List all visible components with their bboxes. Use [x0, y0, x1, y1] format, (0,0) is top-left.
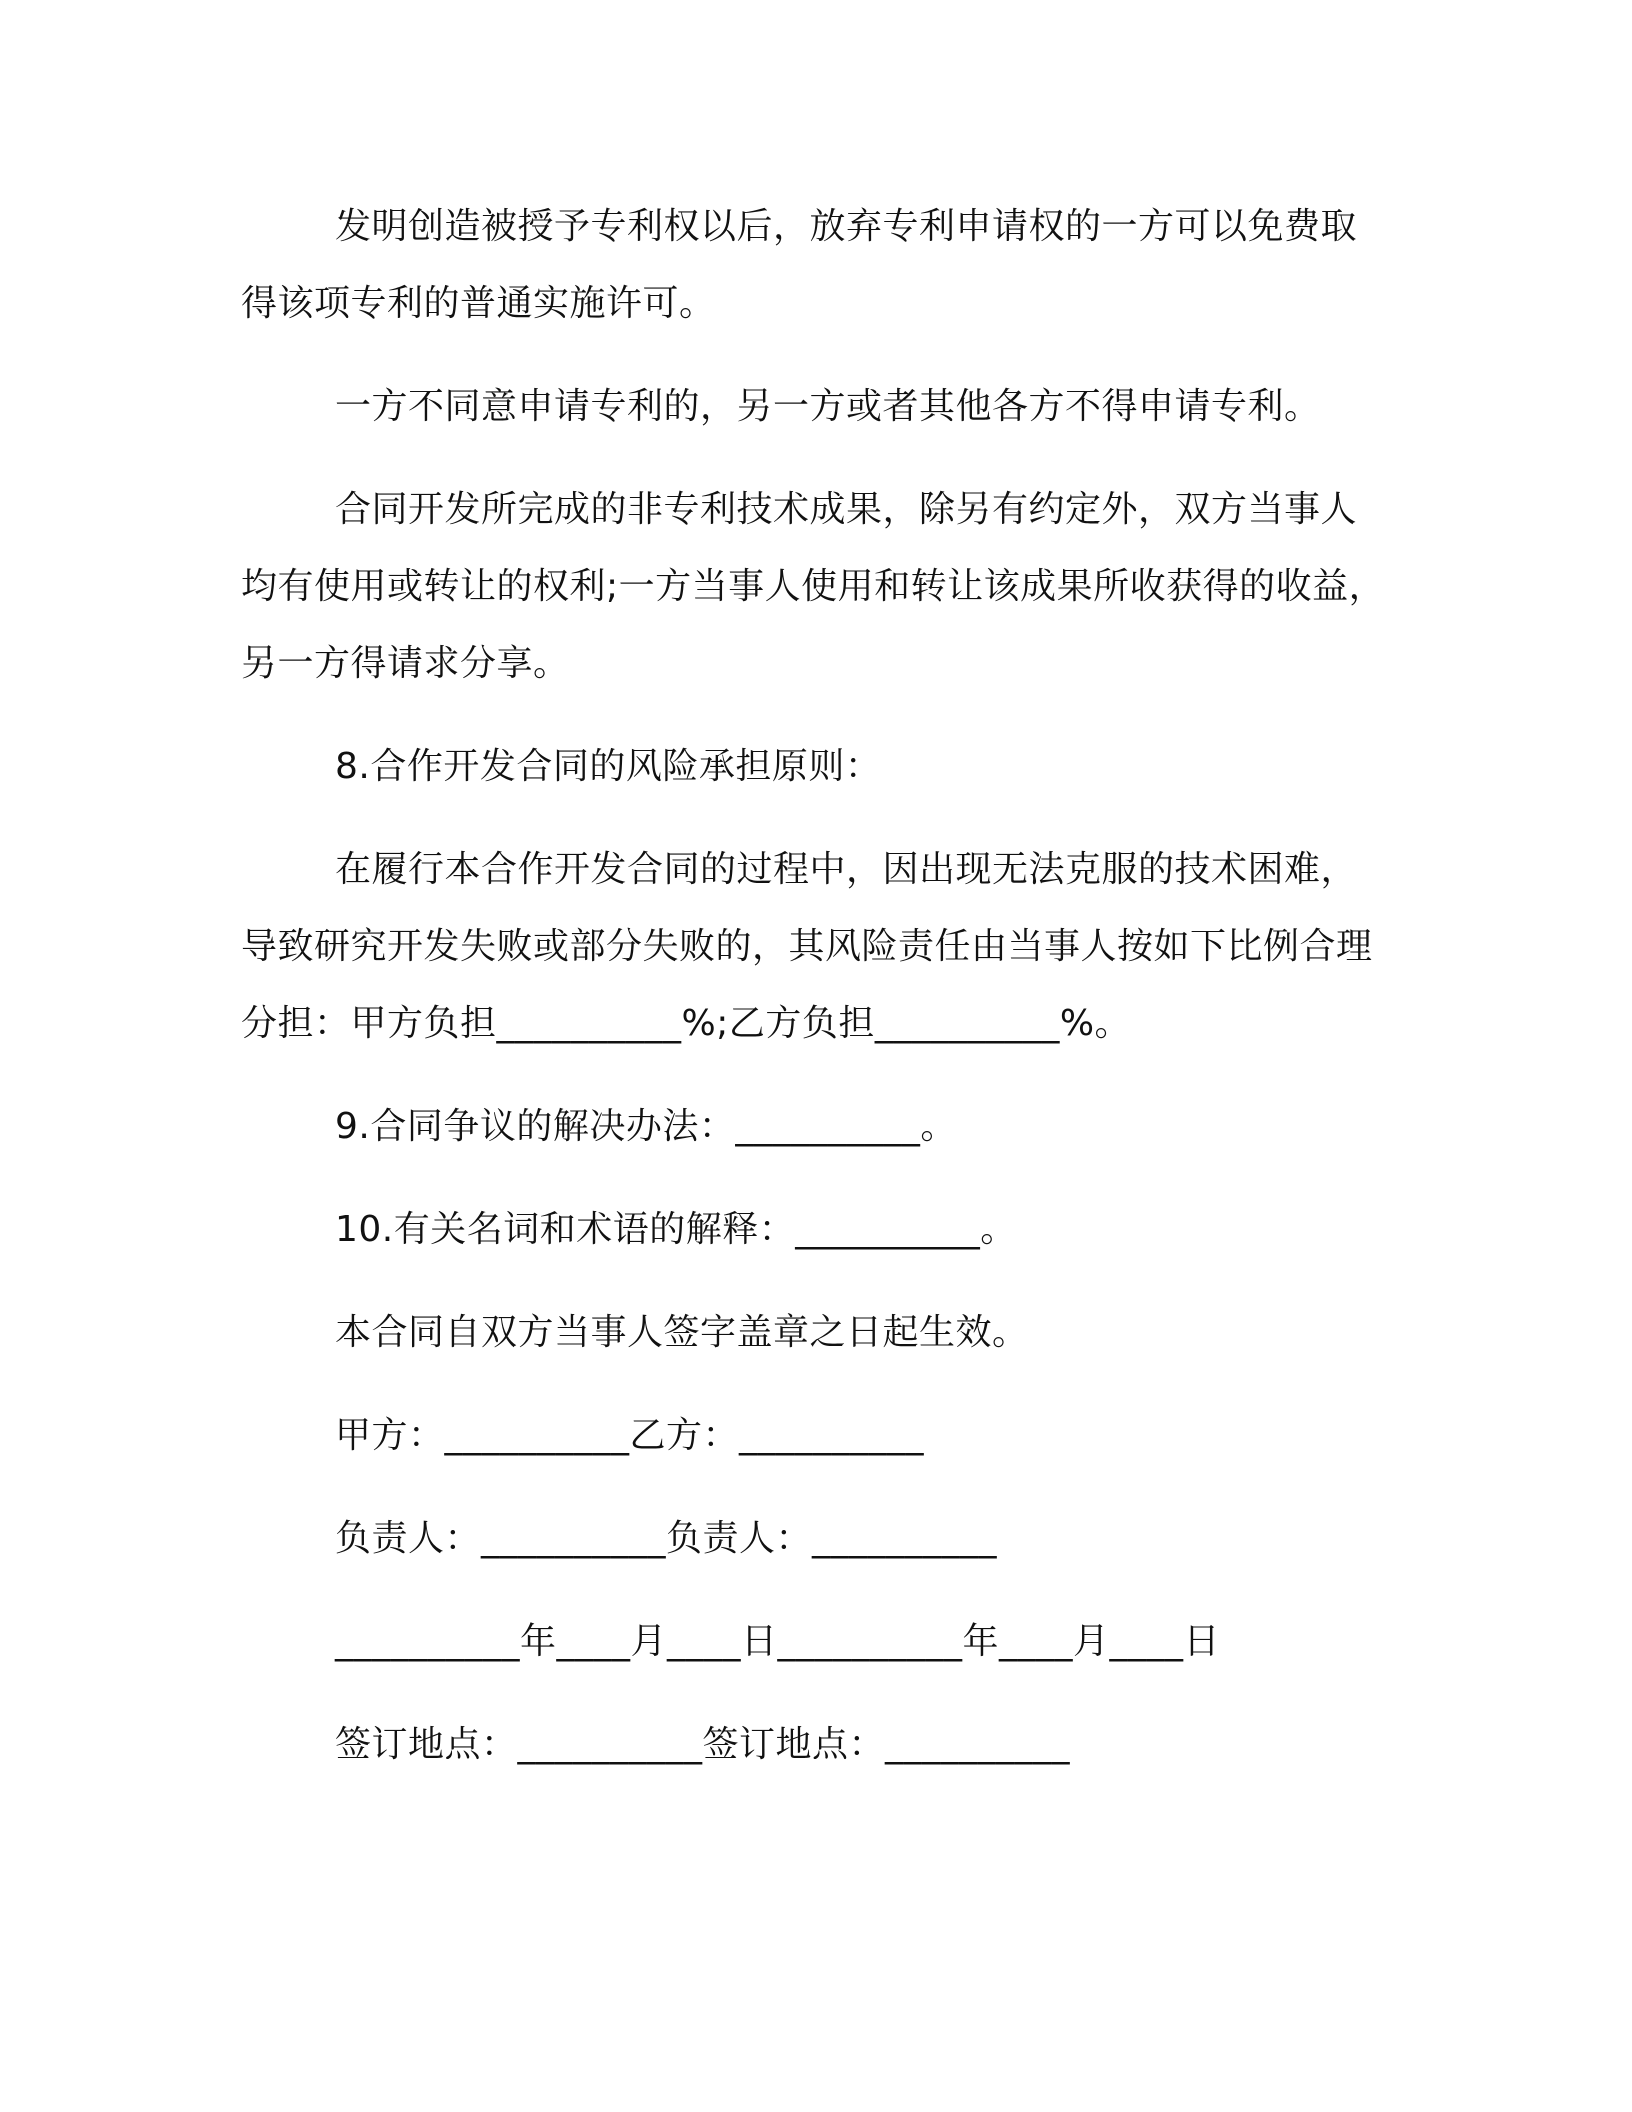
signature-dates: __________年____月____日__________年____月____日 — [335, 1621, 1220, 1662]
heading-risk-principle: 8.合作开发合同的风险承担原则： — [335, 746, 882, 787]
paragraph-non-patent-results: 合同开发所完成的非专利技术成果，除另有约定外，双方当事人均有使用或转让的权利;一方当事人使用和转让该成果所收获得的收益，另一方得请求分享。 — [241, 489, 1386, 684]
paragraph-patent-disagreement: 一方不同意申请专利的，另一方或者其他各方不得申请专利。 — [335, 386, 1321, 427]
clause-terms-definition: 10.有关名词和术语的解释：__________。 — [335, 1209, 1017, 1250]
document-body — [241, 188, 1391, 1783]
signature-representatives: 负责人：__________负责人：__________ — [335, 1518, 998, 1559]
clause-dispute-resolution: 9.合同争议的解决办法：__________。 — [335, 1106, 957, 1147]
paragraph-risk-sharing: 在履行本合作开发合同的过程中，因出现无法克服的技术困难，导致研究开发失败或部分失败的，其风险责任由当事人按如下比例合理分担：甲方负担__________%;乙方负担__________%。 — [241, 849, 1373, 1044]
paragraph-effective-date: 本合同自双方当事人签字盖章之日起生效。 — [335, 1312, 1029, 1353]
signature-locations: 签订地点：__________签订地点：__________ — [335, 1724, 1071, 1765]
signature-parties: 甲方：__________乙方：__________ — [335, 1415, 925, 1456]
paragraph-patent-license: 发明创造被授予专利权以后，放弃专利申请权的一方可以免费取得该项专利的普通实施许可。 — [241, 206, 1358, 324]
